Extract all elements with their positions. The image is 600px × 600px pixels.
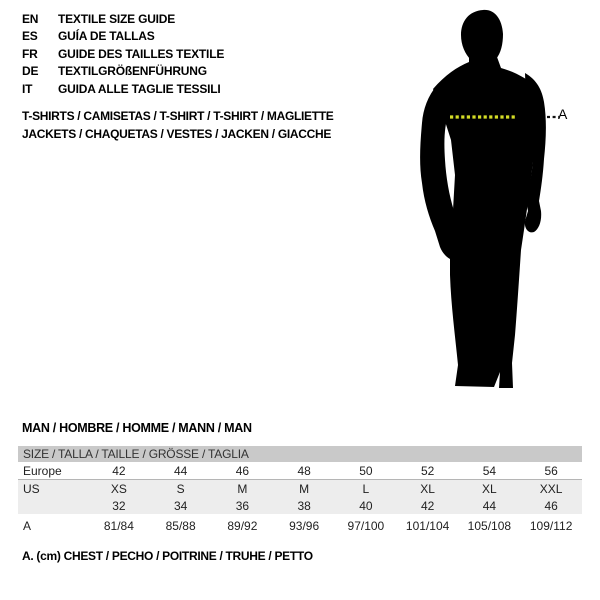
- size-cell: 46: [544, 498, 558, 513]
- language-guide-list: [22, 11, 224, 98]
- size-cell: 36: [235, 498, 250, 513]
- size-cell: 42: [420, 498, 435, 513]
- table-row-numeric: [18, 497, 582, 514]
- size-cell: 38: [297, 498, 311, 513]
- garment-categories: [22, 107, 334, 143]
- size-cell: XS: [110, 481, 127, 496]
- size-cell: 89/92: [227, 518, 258, 533]
- chest-measure-footnote: A. (cm) CHEST / PECHO / POITRINE / TRUHE / PETTO: [22, 549, 313, 563]
- list-item: [22, 28, 224, 45]
- size-cell: 81/84: [103, 518, 134, 533]
- language-title: GUIDE DES TAILLES TEXTILE: [58, 46, 225, 61]
- size-cell: M: [237, 481, 248, 496]
- category-line-tshirts: T-SHIRTS / CAMISETAS / T-SHIRT / T-SHIRT / MAGLIETTE: [22, 109, 334, 123]
- language-code: FR: [22, 46, 38, 61]
- language-code: DE: [22, 64, 39, 79]
- measure-label-a: A: [558, 106, 568, 122]
- language-title: TEXTILE SIZE GUIDE: [58, 12, 176, 26]
- category-line-jackets: JACKETS / CHAQUETAS / VESTES / JACKEN / GIACCHE: [22, 127, 332, 141]
- size-cell: XL: [482, 481, 497, 496]
- size-cell: XXL: [539, 481, 563, 496]
- row-label: Europe: [23, 463, 62, 478]
- size-cell: 85/88: [165, 518, 196, 533]
- table-row-us: [18, 480, 582, 497]
- size-cell: 48: [297, 463, 311, 478]
- size-cell: 40: [359, 498, 373, 513]
- size-cell: 44: [482, 498, 497, 513]
- size-cell: 46: [235, 463, 250, 478]
- size-cell: S: [176, 481, 185, 496]
- size-cell: 50: [359, 463, 373, 478]
- row-label: A: [23, 518, 32, 533]
- table-row-europe: [18, 462, 582, 480]
- language-title: GUÍA DE TALLAS: [58, 29, 155, 44]
- size-cell: 32: [112, 498, 126, 513]
- size-cell: 42: [112, 463, 126, 478]
- size-cell: 105/108: [467, 518, 512, 533]
- man-silhouette: [413, 5, 573, 397]
- size-cell: 56: [544, 463, 558, 478]
- man-silhouette-figure: [413, 5, 573, 397]
- size-cell: 101/104: [405, 518, 450, 533]
- size-cell: 52: [420, 463, 435, 478]
- size-cell: 44: [173, 463, 188, 478]
- size-cell: 34: [173, 498, 188, 513]
- language-code: IT: [22, 81, 33, 96]
- size-table-header: SIZE / TALLA / TAILLE / GRÖSSE / TAGLIA: [18, 446, 582, 462]
- language-code: EN: [22, 12, 39, 26]
- list-item: [22, 63, 224, 80]
- size-cell: L: [362, 481, 370, 496]
- size-cell: 93/96: [289, 518, 320, 533]
- list-item: [22, 46, 224, 63]
- size-cell: 97/100: [347, 518, 385, 533]
- section-title-man: MAN / HOMBRE / HOMME / MANN / MAN: [22, 421, 252, 435]
- list-item: [22, 81, 224, 98]
- row-label: US: [23, 481, 40, 496]
- list-item: [22, 11, 224, 28]
- language-title: GUIDA ALLE TAGLIE TESSILI: [58, 81, 221, 96]
- size-table: [18, 446, 582, 534]
- size-cell: M: [299, 481, 310, 496]
- size-cell: 54: [482, 463, 497, 478]
- language-title: TEXTILGRÖßENFÜHRUNG: [58, 64, 207, 79]
- language-code: ES: [22, 29, 38, 44]
- size-cell: 109/112: [529, 518, 573, 533]
- table-row-chest-a: [18, 517, 582, 534]
- size-cell: XL: [420, 481, 435, 496]
